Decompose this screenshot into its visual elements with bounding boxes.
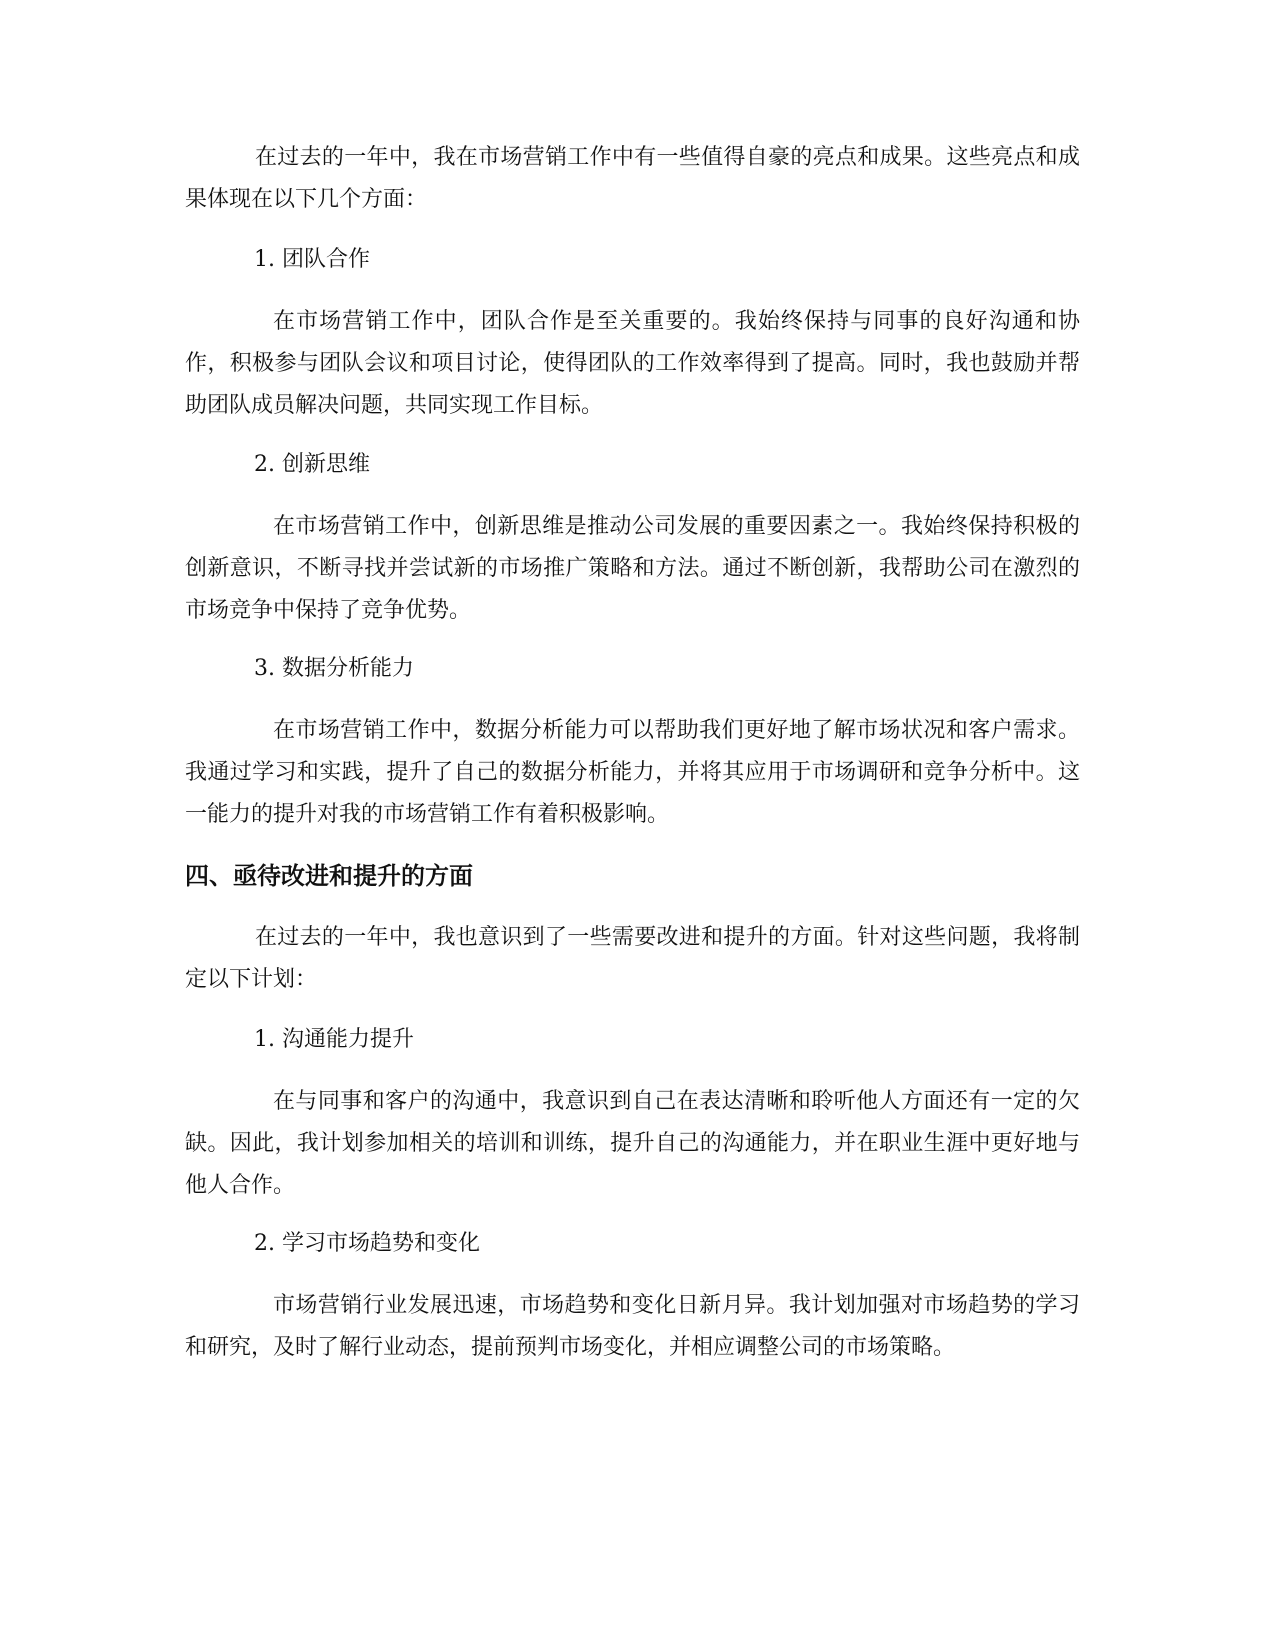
highlight-title-3: 3. 数据分析能力: [254, 656, 414, 681]
improvement-body-2: 市场营销行业发展迅速，市场趋势和变化日新月异。我计划加强对市场趋势的学习和研究，及时了解行业动态，提前预判市场变化，并相应调整公司的市场策略。: [185, 1293, 1080, 1360]
improvement-body-1: 在与同事和客户的沟通中，我意识到自己在表达清晰和聆听他人方面还有一定的欠缺。因此，我计划参加相关的培训和训练，提升自己的沟通能力，并在职业生涯中更好地与他人合作。: [185, 1089, 1080, 1198]
improvement-title-1: 1. 沟通能力提升: [254, 1027, 414, 1052]
highlight-body-2: 在市场营销工作中，创新思维是推动公司发展的重要因素之一。我始终保持积极的创新意识，不断寻找并尝试新的市场推广策略和方法。通过不断创新，我帮助公司在激烈的市场竞争中保持了竞争优势。: [185, 514, 1080, 623]
highlight-body-1: 在市场营销工作中，团队合作是至关重要的。我始终保持与同事的良好沟通和协作，积极参与团队会议和项目讨论，使得团队的工作效率得到了提高。同时，我也鼓励并帮助团队成员解决问题，共同实现工作目标。: [185, 309, 1080, 418]
section-intro: 在过去的一年中，我也意识到了一些需要改进和提升的方面。针对这些问题，我将制定以下计划：: [185, 925, 1080, 992]
highlight-title-2: 2. 创新思维: [254, 452, 370, 477]
improvement-title-2: 2. 学习市场趋势和变化: [254, 1231, 480, 1256]
intro-paragraph: 在过去的一年中，我在市场营销工作中有一些值得自豪的亮点和成果。这些亮点和成果体现在以下几个方面：: [185, 145, 1080, 212]
highlight-body-3: 在市场营销工作中，数据分析能力可以帮助我们更好地了解市场状况和客户需求。我通过学习和实践，提升了自己的数据分析能力，并将其应用于市场调研和竞争分析中。这一能力的提升对我的市场营销工作有着积极影响。: [185, 718, 1080, 827]
highlight-title-1: 1. 团队合作: [254, 247, 370, 272]
section-heading: 四、亟待改进和提升的方面: [185, 862, 473, 890]
